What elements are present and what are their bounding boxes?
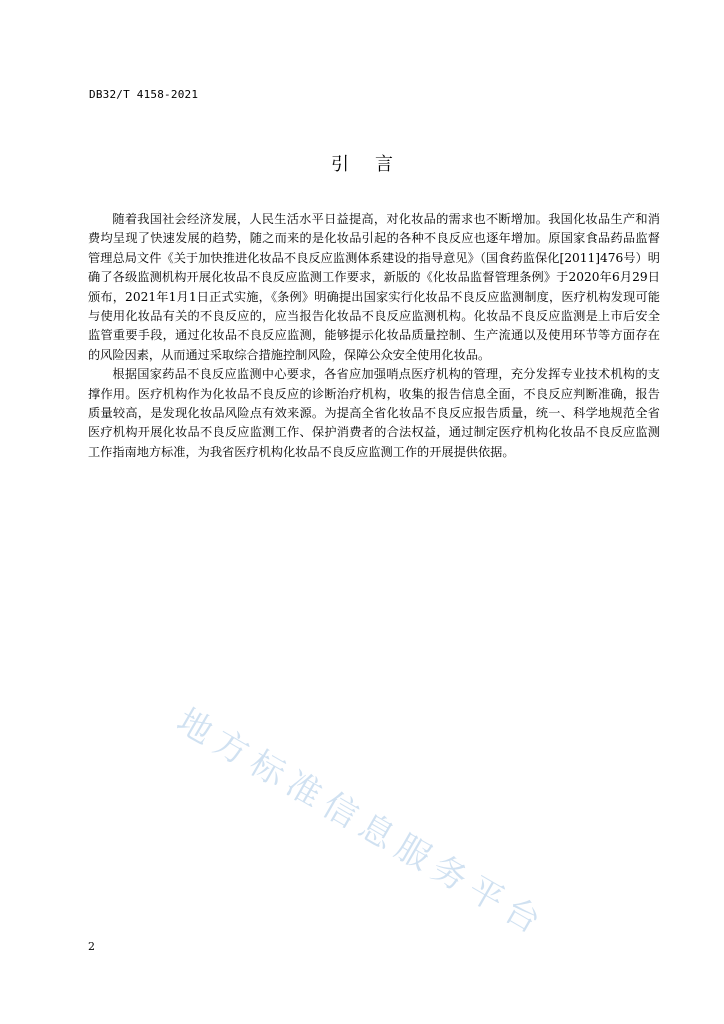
paragraph-1: 随着我国社会经济发展，人民生活水平日益提高，对化妆品的需求也不断增加。我国化妆品生产和消费均呈现了快速发展的趋势，随之而来的是化妆品引起的各种不良反应也逐年增加。原国家食品药品监督管理总局文件《关于加快推进化妆品不良反应监测体系建设的指导意见》（国食药监保化[2011]476号）明确了各级监测机构开展化妆品不良反应监测工作要求，新版的《化妆品监督管理条例》于2020年6月29日颁布，2021年1月1日正式实施，《条例》明确提出国家实行化妆品不良反应监测制度，医疗机构发现可能与使用化妆品有关的不良反应的，应当报告化妆品不良反应监测机构。化妆品不良反应监测是上市后安全监管重要手段，通过化妆品不良反应监测，能够提示化妆品质量控制、生产流通以及使用环节等方面存在的风险因素，从而通过采取综合措施控制风险，保障公众安全使用化妆品。 [88,212,660,362]
page-title: 引言 [331,154,419,175]
standard-code: DB32/T 4158-2021 [89,88,199,101]
watermark: 地方标准信息服务平台 [170,700,554,946]
page-number: 2 [88,940,95,953]
body-text [88,210,660,462]
paragraph-2: 根据国家药品不良反应监测中心要求，各省应加强哨点医疗机构的管理，充分发挥专业技术机构的支撑作用。医疗机构作为化妆品不良反应的诊断治疗机构，收集的报告信息全面，不良反应判断准确，报告质量较高，是发现化妆品风险点有效来源。为提高全省化妆品不良反应报告质量，统一、科学地规范全省医疗机构开展化妆品不良反应监测工作、保护消费者的合法权益，通过制定医疗机构化妆品不良反应监测工作指南地方标准，为我省医疗机构化妆品不良反应监测工作的开展提供依据。 [88,367,660,459]
